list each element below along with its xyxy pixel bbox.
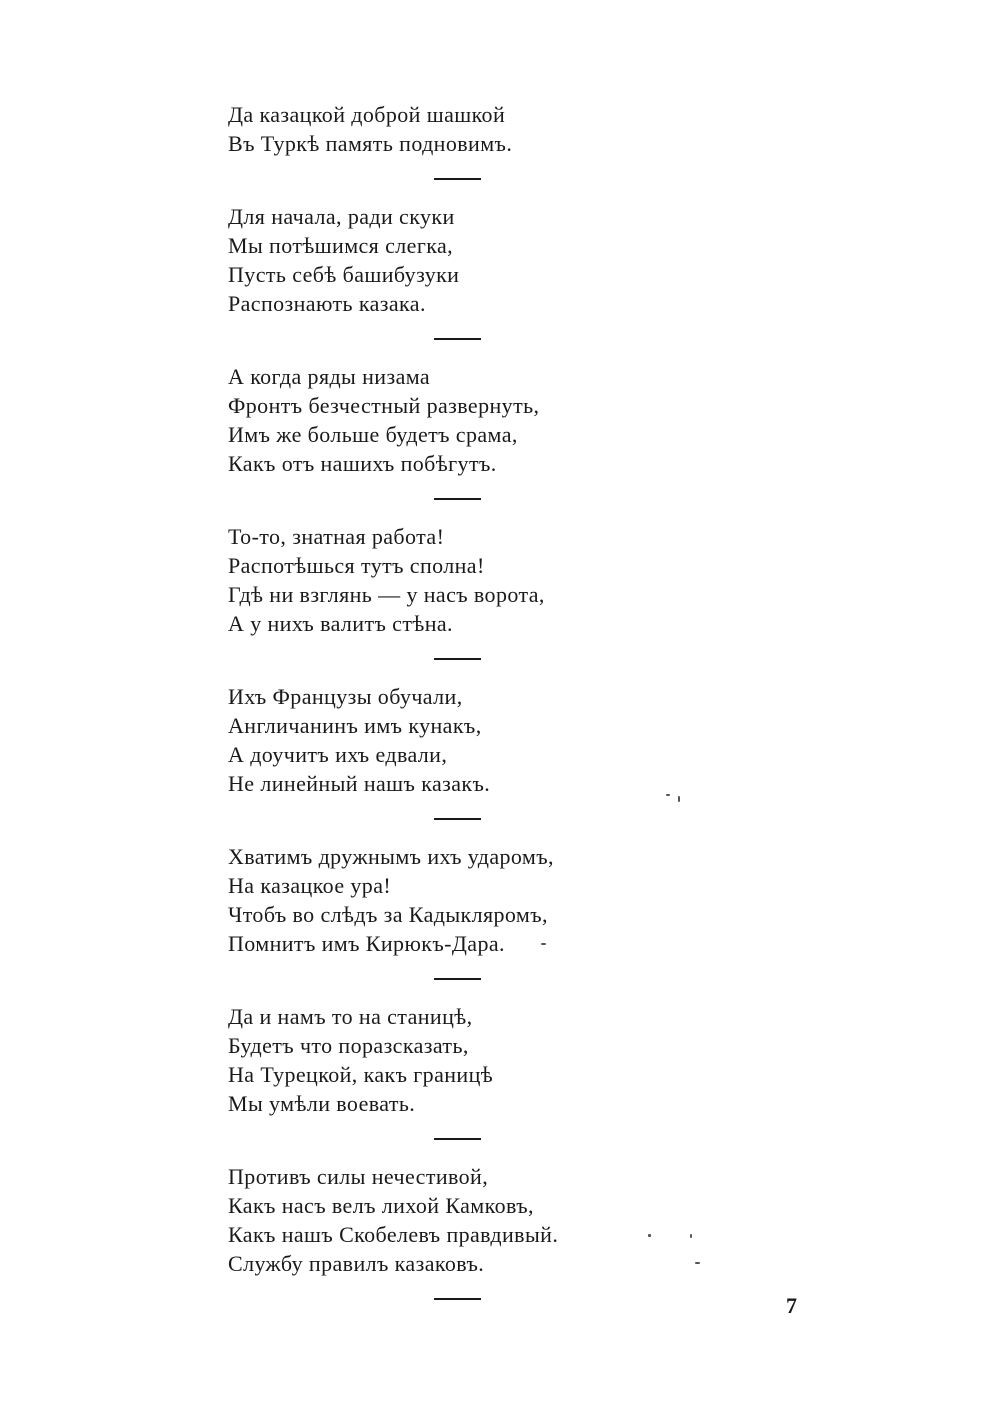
verse-line: Противъ силы нечестивой,: [228, 1164, 489, 1189]
stanza-2: [228, 202, 748, 318]
verse-line: Ихъ Французы обучали,: [228, 684, 463, 709]
poem: [228, 100, 748, 1322]
scan-speck: [678, 796, 680, 802]
verse-line: А доучитъ ихъ едвали,: [228, 742, 448, 767]
verse-line: Въ Туркѣ память подновимъ.: [228, 131, 513, 156]
verse-line: На казацкое ура!: [228, 873, 392, 898]
stanza-divider: [434, 498, 481, 500]
stanza-divider: [434, 1298, 481, 1300]
verse-line: Будетъ что поразсказать,: [228, 1033, 469, 1058]
verse-line: А у нихъ валитъ стѣна.: [228, 611, 453, 636]
verse-line: Англичанинъ имъ кунакъ,: [228, 713, 482, 738]
scan-speck: [695, 1262, 700, 1264]
verse-line: Да казацкой доброй шашкой: [228, 102, 506, 127]
verse-line: Мы потѣшимся слегка,: [228, 233, 454, 258]
stanza-7: [228, 1002, 748, 1118]
verse-line: Имъ же больше будетъ срама,: [228, 422, 518, 447]
stanza-divider: [434, 338, 481, 340]
verse-line: Какъ насъ велъ лихой Камковъ,: [228, 1193, 534, 1218]
verse-line: А когда ряды низама: [228, 364, 431, 389]
verse-line: Не линейный нашъ казакъ.: [228, 771, 491, 796]
stanza-divider: [434, 658, 481, 660]
verse-line: Службу правилъ казаковъ.: [228, 1251, 485, 1276]
verse-line: Да и намъ то на станицѣ,: [228, 1004, 473, 1029]
verse-line: Какъ нашъ Скобелевъ правдивый.: [228, 1222, 559, 1247]
stanza-divider: [434, 978, 481, 980]
verse-line: Хватимъ дружнымъ ихъ ударомъ,: [228, 844, 554, 869]
verse-line: Мы умѣли воевать.: [228, 1091, 416, 1116]
scan-speck: [648, 1234, 651, 1237]
scan-speck: [541, 943, 546, 945]
stanza-divider: [434, 1138, 481, 1140]
stanza-5: [228, 682, 748, 798]
verse-line: Гдѣ ни взглянь — у насъ ворота,: [228, 582, 545, 607]
stanza-3: [228, 362, 748, 478]
verse-line: Помнитъ имъ Кирюкъ-Дара.: [228, 931, 505, 956]
stanza-6: [228, 842, 748, 958]
stanza-4: [228, 522, 748, 638]
stanza-1: [228, 100, 748, 158]
stanza-divider: [434, 818, 481, 820]
verse-line: Для начала, ради скуки: [228, 204, 455, 229]
verse-line: Пусть себѣ башибузуки: [228, 262, 460, 287]
verse-line: То-то, знатная работа!: [228, 524, 445, 549]
scan-speck: [690, 1234, 692, 1238]
verse-line: На Турецкой, какъ границѣ: [228, 1062, 494, 1087]
verse-line: Чтобъ во слѣдъ за Кадыкляромъ,: [228, 902, 548, 927]
page-number: 7: [786, 1293, 797, 1318]
verse-line: Какъ отъ нашихъ побѣгутъ.: [228, 451, 497, 476]
verse-line: Распознають казака.: [228, 291, 426, 316]
stanza-divider: [434, 178, 481, 180]
scan-speck: [666, 794, 670, 796]
verse-line: Фронтъ безчестный развернуть,: [228, 393, 540, 418]
verse-line: Распотѣшься тутъ сполна!: [228, 553, 485, 578]
stanza-8: [228, 1162, 748, 1278]
